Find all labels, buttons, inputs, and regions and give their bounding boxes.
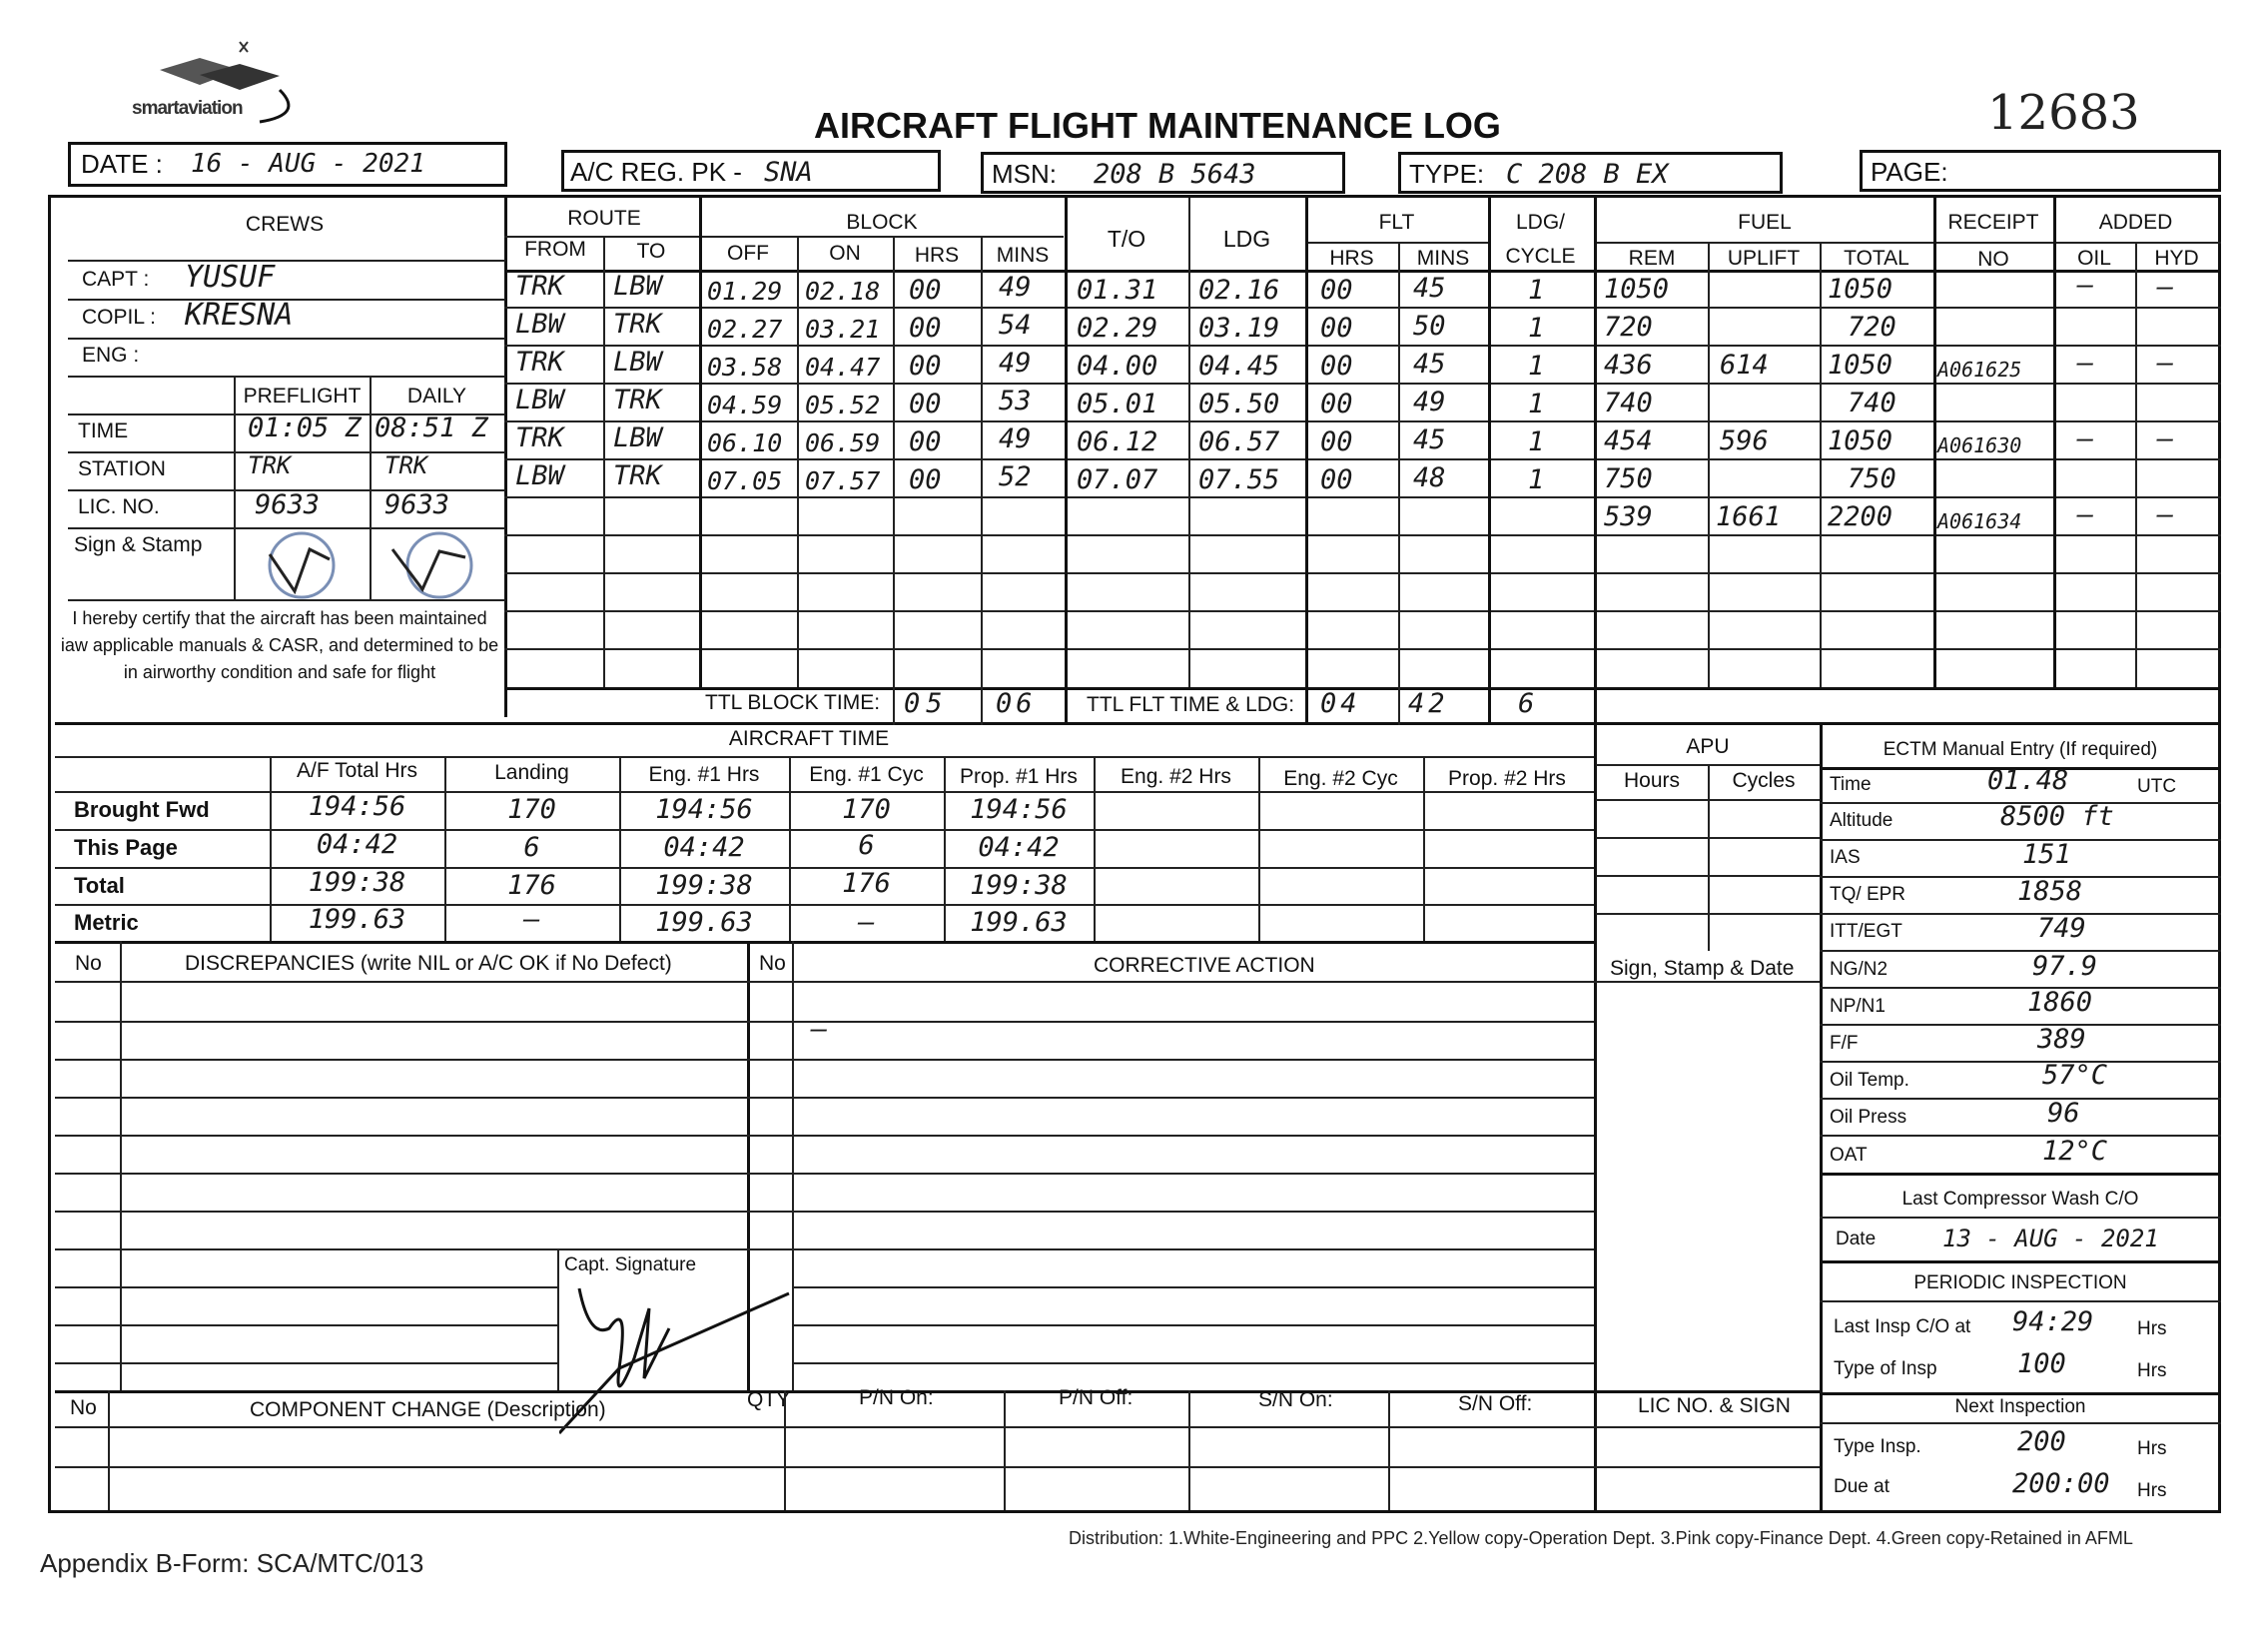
eng1-cyc-cell[interactable]: – [858,907,875,938]
ttl-block-label: TTL BLOCK TIME: [705,691,881,714]
ectm-label: ITT/EGT [1830,921,1902,942]
ldg-cycle-header-1: LDG/ [1515,211,1565,234]
periodic-title: PERIODIC INSPECTION [1913,1272,2127,1293]
off-cell[interactable]: 06.10 [707,428,783,457]
ectm-value[interactable]: 1860 [2027,987,2093,1018]
oil-cell[interactable]: – [2077,499,2094,530]
hrs-cell[interactable]: 00 [909,426,942,457]
corr-no-label: No [759,952,786,975]
cycle-cell[interactable]: 1 [1528,313,1545,344]
on-cell[interactable]: 06.59 [805,428,881,457]
off-cell[interactable]: 07.05 [707,466,783,495]
to-cell[interactable]: TRK [613,309,662,340]
date-box [68,142,507,187]
af-total-cell[interactable]: 199.63 [308,904,406,935]
ldg-time-cell[interactable]: 07.55 [1198,464,1280,495]
rem-cell[interactable]: 454 [1604,425,1653,456]
hyd-cell[interactable]: – [2157,499,2174,530]
appendix-text: Appendix B-Form: SCA/MTC/013 [40,1548,424,1578]
ectm-value[interactable]: 8500 ft [2000,801,2114,832]
daily-label: DAILY [406,385,467,408]
time-label: TIME [78,419,129,442]
type-box [1398,152,1783,194]
logo-text: smartaviation [132,98,243,119]
flt-mins-cell[interactable]: 50 [1413,311,1446,342]
aircraft-time-title: AIRCRAFT TIME [728,727,890,750]
eng1-hrs-cell[interactable]: 199:38 [655,870,753,901]
eng1-cyc-cell[interactable]: 170 [842,794,891,825]
capt-signature-label: Capt. Signature [564,1254,697,1275]
type-insp-label: Type of Insp [1834,1358,1937,1379]
comp-qty-label: QTY [747,1388,791,1411]
prop1-hrs-cell[interactable]: 194:56 [970,794,1068,825]
flt-mins-cell[interactable]: 45 [1413,349,1446,380]
mins-cell[interactable]: 49 [999,348,1032,379]
landing-header: Landing [494,761,569,784]
total-cell[interactable]: 1050 [1828,274,1893,305]
ectm-label: NP/N1 [1830,996,1886,1017]
time-daily[interactable]: 08:51 Z [375,413,488,443]
flt-hrs-cell[interactable]: 00 [1320,351,1353,382]
form-title: AIRCRAFT FLIGHT MAINTENANCE LOG [814,105,1501,146]
hrs-cell[interactable]: 00 [909,351,942,382]
receipt-cell[interactable]: A061630 [1937,433,2022,457]
station-preflight[interactable]: TRK [248,451,292,479]
ttl-flt-label: TTL FLT TIME & LDG: [1087,693,1295,716]
corr-title: CORRECTIVE ACTION [1094,954,1315,977]
mins-cell[interactable]: 53 [999,386,1032,416]
apu-cycles-header: Cycles [1732,769,1796,792]
ectm-value[interactable]: 96 [2047,1098,2080,1129]
ldg-time-cell[interactable]: 02.16 [1198,275,1280,306]
ldg-time-cell[interactable]: 04.45 [1198,351,1280,382]
disc-title: DISCREPANCIES (write NIL or A/C OK if No Defect) [185,952,672,975]
from-header: FROM [524,238,586,261]
receipt-header-2: NO [1977,248,2009,271]
cycle-cell[interactable]: 1 [1528,351,1545,382]
off-cell[interactable]: 01.29 [707,277,783,306]
fuel-header: FUEL [1738,211,1792,234]
rem-cell[interactable]: 539 [1604,501,1653,532]
on-cell[interactable]: 05.52 [805,391,881,419]
to-cell[interactable]: LBW [613,347,662,378]
uplift-cell[interactable]: 596 [1720,425,1769,456]
total-cell[interactable]: 1050 [1828,350,1893,381]
apu-title: APU [1686,735,1730,758]
eng-label: ENG : [82,344,140,367]
landing-cell[interactable]: – [523,904,540,935]
msn-label: MSN: [992,159,1057,189]
comp-no-label: No [70,1396,97,1419]
ldg-header: LDG [1222,226,1271,252]
ac-reg-value[interactable]: SNA [764,157,813,188]
total-cell[interactable]: 1050 [1828,425,1893,456]
ac-reg-label: A/C REG. PK - [570,157,742,187]
off-cell[interactable]: 04.59 [707,391,783,419]
comp-pn-off-label: P/N Off: [1059,1386,1133,1409]
af-total-cell[interactable]: 199:38 [308,867,406,898]
ectm-value[interactable]: 97.9 [2032,951,2098,982]
from-cell[interactable]: LBW [515,385,564,415]
ttl-flt-mins[interactable]: 42 [1408,688,1449,719]
hrs-cell[interactable]: 00 [909,275,942,306]
eng1-cyc-cell[interactable]: 6 [858,830,875,861]
to-time-cell[interactable]: 04.00 [1077,351,1158,382]
mins-cell[interactable]: 49 [999,423,1032,454]
ectm-value[interactable]: 57°C [2042,1060,2108,1091]
last-insp-value[interactable]: 94:29 [2012,1306,2094,1337]
receipt-header-1: RECEIPT [1947,211,2039,234]
prop1-hrs-cell[interactable]: 199.63 [970,907,1068,938]
route-header: ROUTE [567,207,641,230]
ldg-time-cell[interactable]: 06.57 [1198,426,1280,457]
on-cell[interactable]: 03.21 [805,315,881,344]
uplift-cell[interactable]: 1661 [1716,501,1782,532]
flt-header: FLT [1378,211,1415,234]
ectm-value[interactable]: 389 [2037,1024,2086,1055]
compressor-date-value[interactable]: 13 - AUG - 2021 [1942,1225,2159,1252]
receipt-cell[interactable]: A061634 [1937,509,2022,533]
prop2-hrs-header: Prop. #2 Hrs [1448,767,1566,790]
daily-stamp [377,529,487,601]
next-type-label: Type Insp. [1834,1436,1921,1457]
af-total-header: A/F Total Hrs [297,759,417,782]
eng1-cyc-cell[interactable]: 176 [842,868,891,899]
page-label: PAGE: [1871,157,1948,187]
flt-mins-cell[interactable]: 45 [1413,424,1446,455]
total-cell[interactable]: 2200 [1828,501,1893,532]
preflight-stamp [250,529,350,601]
hyd-cell[interactable]: – [2157,423,2174,454]
distribution-text: Distribution: 1.White-Engineering and PPC 2.Yellow copy-Operation Dept. 3.Pink copy-Finance Dept. 4.Green copy-Retained in AFML [1069,1528,2133,1548]
type-label: TYPE: [1409,159,1485,189]
due-label: Due at [1834,1476,1889,1497]
flt-hrs-header: HRS [1329,247,1374,270]
to-time-cell[interactable]: 02.29 [1077,313,1158,344]
compressor-date-label: Date [1836,1229,1877,1249]
from-cell[interactable]: TRK [515,422,564,453]
from-cell[interactable]: LBW [515,309,564,340]
hrs-cell[interactable]: 00 [909,464,942,495]
total-cell[interactable]: 750 [1848,463,1896,494]
on-cell[interactable]: 07.57 [805,466,881,495]
lic-daily[interactable]: 9633 [384,489,450,520]
rem-cell[interactable]: 1050 [1604,274,1670,305]
comp-pn-on-label: P/N On: [859,1386,934,1409]
station-daily[interactable]: TRK [384,451,428,479]
to-header: T/O [1107,226,1146,252]
to-cell[interactable]: TRK [613,385,662,415]
uplift-header: UPLIFT [1727,247,1801,270]
uplift-cell[interactable]: 614 [1720,350,1769,381]
stamp-icon [250,529,350,601]
af-total-cell[interactable]: 04:42 [316,829,398,860]
total-cell[interactable]: 720 [1848,312,1896,343]
ldg-time-cell[interactable]: 05.50 [1198,389,1280,419]
to-cell[interactable]: LBW [613,271,662,302]
total-cell[interactable]: 740 [1848,388,1896,418]
comp-lic-label: LIC NO. & SIGN [1638,1394,1791,1417]
sign-stamp-date-title: Sign, Stamp & Date [1610,957,1795,980]
hrs-header: HRS [914,244,960,267]
added-header: ADDED [2098,211,2173,234]
eng2-cyc-header: Eng. #2 Cyc [1283,767,1398,790]
off-cell[interactable]: 02.27 [707,315,783,344]
route-to-header: TO [636,240,666,263]
total-header: TOTAL [1844,247,1909,270]
flt-hrs-cell[interactable]: 00 [1320,389,1353,419]
flt-mins-header: MINS [1416,247,1470,270]
capt-value[interactable]: YUSUF [185,260,276,295]
ttl-flt-hrs[interactable]: 04 [1320,688,1361,719]
lic-preflight[interactable]: 9633 [255,489,321,520]
ectm-unit: UTC [2137,776,2177,797]
next-insp-title: Next Inspection [1954,1396,2086,1417]
due-unit: Hrs [2137,1480,2167,1501]
from-cell[interactable]: TRK [515,271,564,302]
flt-hrs-cell[interactable]: 00 [1320,426,1353,457]
to-time-cell[interactable]: 05.01 [1077,389,1158,419]
disc-no-label: No [75,952,102,975]
on-header: ON [829,242,861,265]
hrs-cell[interactable]: 00 [909,389,942,419]
time-preflight[interactable]: 01:05 Z [248,413,362,443]
prop1-hrs-header: Prop. #1 Hrs [960,765,1078,788]
type-insp-unit: Hrs [2137,1360,2167,1381]
cycle-cell[interactable]: 1 [1528,389,1545,419]
mins-header: MINS [996,244,1050,267]
off-cell[interactable]: 03.58 [707,353,783,382]
ectm-label: IAS [1830,847,1861,868]
cycle-cell[interactable]: 1 [1528,275,1545,306]
ttl-block-hrs[interactable]: 05 [904,688,949,719]
mins-cell[interactable]: 52 [999,461,1032,492]
copil-label: COPIL : [82,306,156,329]
corrective-value[interactable]: — [811,1014,828,1045]
ectm-label: NG/N2 [1830,959,1888,980]
rem-cell[interactable]: 720 [1604,312,1653,343]
ectm-label: TQ/ EPR [1830,884,1906,905]
eng1-hrs-cell[interactable]: 199.63 [655,907,753,938]
cycle-cell[interactable]: 1 [1528,464,1545,495]
mins-cell[interactable]: 54 [999,310,1032,341]
sign-stamp-label: Sign & Stamp [74,533,203,556]
ectm-label: Oil Press [1830,1107,1907,1128]
to-time-cell[interactable]: 07.07 [1077,464,1158,495]
company-logo [130,30,320,130]
date-value[interactable]: 16 - AUG - 2021 [191,149,425,179]
copil-value[interactable]: KRESNA [185,298,294,333]
ectm-value[interactable]: 12°C [2042,1136,2108,1167]
ac-reg-box [561,150,941,192]
ectm-value[interactable]: 151 [2022,839,2071,870]
comp-sn-off-label: S/N Off: [1458,1392,1533,1415]
flt-mins-cell[interactable]: 45 [1413,273,1446,304]
row-label: Metric [74,910,139,935]
rem-cell[interactable]: 436 [1604,350,1653,381]
oil-header: OIL [2077,247,2111,270]
cycle-cell[interactable]: 1 [1528,426,1545,457]
from-cell[interactable]: TRK [515,347,564,378]
flt-hrs-cell[interactable]: 00 [1320,313,1353,344]
hyd-header: HYD [2154,247,2199,270]
ectm-value[interactable]: 01.48 [1987,765,2069,796]
page-box [1860,150,2221,192]
type-insp-value[interactable]: 100 [2017,1348,2066,1379]
oil-cell[interactable]: – [2077,423,2094,454]
last-insp-label: Last Insp C/O at [1834,1316,1971,1337]
row-label: This Page [74,835,178,860]
ectm-value[interactable]: 749 [2037,913,2086,944]
station-label: STATION [78,457,166,480]
hrs-cell[interactable]: 00 [909,313,942,344]
last-insp-unit: Hrs [2137,1318,2167,1339]
comp-title: COMPONENT CHANGE (Description) [250,1398,606,1421]
from-cell[interactable]: LBW [515,460,564,491]
msn-box [981,152,1345,194]
flt-mins-cell[interactable]: 48 [1413,462,1446,493]
prop1-hrs-cell[interactable]: 04:42 [978,832,1060,863]
ldg-cycle-header-2: CYCLE [1505,245,1576,268]
stamp-icon [377,529,487,601]
eng1-hrs-cell[interactable]: 194:56 [655,794,753,825]
oil-cell[interactable]: – [2077,348,2094,379]
receipt-cell[interactable]: A061625 [1937,358,2022,382]
off-header: OFF [727,242,769,265]
rem-cell[interactable]: 740 [1604,388,1653,418]
hyd-cell[interactable]: – [2157,348,2174,379]
rem-cell[interactable]: 750 [1604,463,1653,494]
next-type-value[interactable]: 200 [2017,1426,2066,1457]
flt-hrs-cell[interactable]: 00 [1320,275,1353,306]
ectm-label: Oil Temp. [1830,1070,1909,1091]
due-value[interactable]: 200:00 [2012,1468,2110,1499]
landing-cell[interactable]: 176 [507,870,556,901]
comp-sn-on-label: S/N On: [1258,1388,1333,1411]
ectm-label: F/F [1830,1033,1859,1054]
eng2-hrs-header: Eng. #2 Hrs [1121,765,1231,788]
lic-label: LIC. NO. [78,495,160,518]
prop1-hrs-cell[interactable]: 199:38 [970,870,1068,901]
flt-mins-cell[interactable]: 49 [1413,387,1446,417]
landing-cell[interactable]: 170 [507,794,556,825]
block-header: BLOCK [846,211,918,234]
date-label: DATE : [81,149,163,179]
to-cell[interactable]: LBW [613,422,662,453]
ectm-value[interactable]: 1858 [2017,876,2083,907]
capt-label: CAPT : [82,268,150,291]
ectm-label: Time [1830,774,1872,795]
apu-hours-header: Hours [1623,769,1681,792]
rem-header: REM [1628,247,1676,270]
ectm-label: Altitude [1830,810,1893,831]
to-time-cell[interactable]: 06.12 [1077,426,1158,457]
on-cell[interactable]: 02.18 [805,277,881,306]
row-label: Brought Fwd [74,797,210,822]
eng1-cyc-header: Eng. #1 Cyc [809,763,924,786]
eng1-hrs-cell[interactable]: 04:42 [663,832,745,863]
certify-text: I hereby certify that the aircraft has been maintained iaw applicable manuals & CASR, and determined to be in airworthy condition and safe for flight [60,608,499,682]
on-cell[interactable]: 04.47 [805,353,881,382]
row-label: Total [74,873,125,898]
flt-hrs-cell[interactable]: 00 [1320,464,1353,495]
landing-cell[interactable]: 6 [523,832,540,863]
compressor-title: Last Compressor Wash C/O [1901,1189,2139,1210]
serial-number: 12683 [1987,85,2140,141]
eng1-hrs-header: Eng. #1 Hrs [648,763,760,786]
mins-cell[interactable]: 49 [999,272,1032,303]
preflight-label: PREFLIGHT [243,385,362,408]
ttl-ldg[interactable]: 6 [1518,688,1535,719]
ectm-label: OAT [1830,1145,1868,1166]
msn-value[interactable]: 208 B 5643 [1094,159,1256,190]
hyd-cell[interactable]: – [2157,272,2174,303]
type-value[interactable]: C 208 B EX [1506,159,1669,190]
ectm-title: ECTM Manual Entry (If required) [1883,739,2158,760]
ldg-time-cell[interactable]: 03.19 [1198,313,1280,344]
crews-title: CREWS [245,213,325,236]
to-time-cell[interactable]: 01.31 [1077,275,1158,306]
to-cell[interactable]: TRK [613,460,662,491]
af-total-cell[interactable]: 194:56 [308,791,406,822]
next-type-unit: Hrs [2137,1438,2167,1459]
ttl-block-mins[interactable]: 06 [996,688,1037,719]
oil-cell[interactable]: – [2077,270,2094,301]
